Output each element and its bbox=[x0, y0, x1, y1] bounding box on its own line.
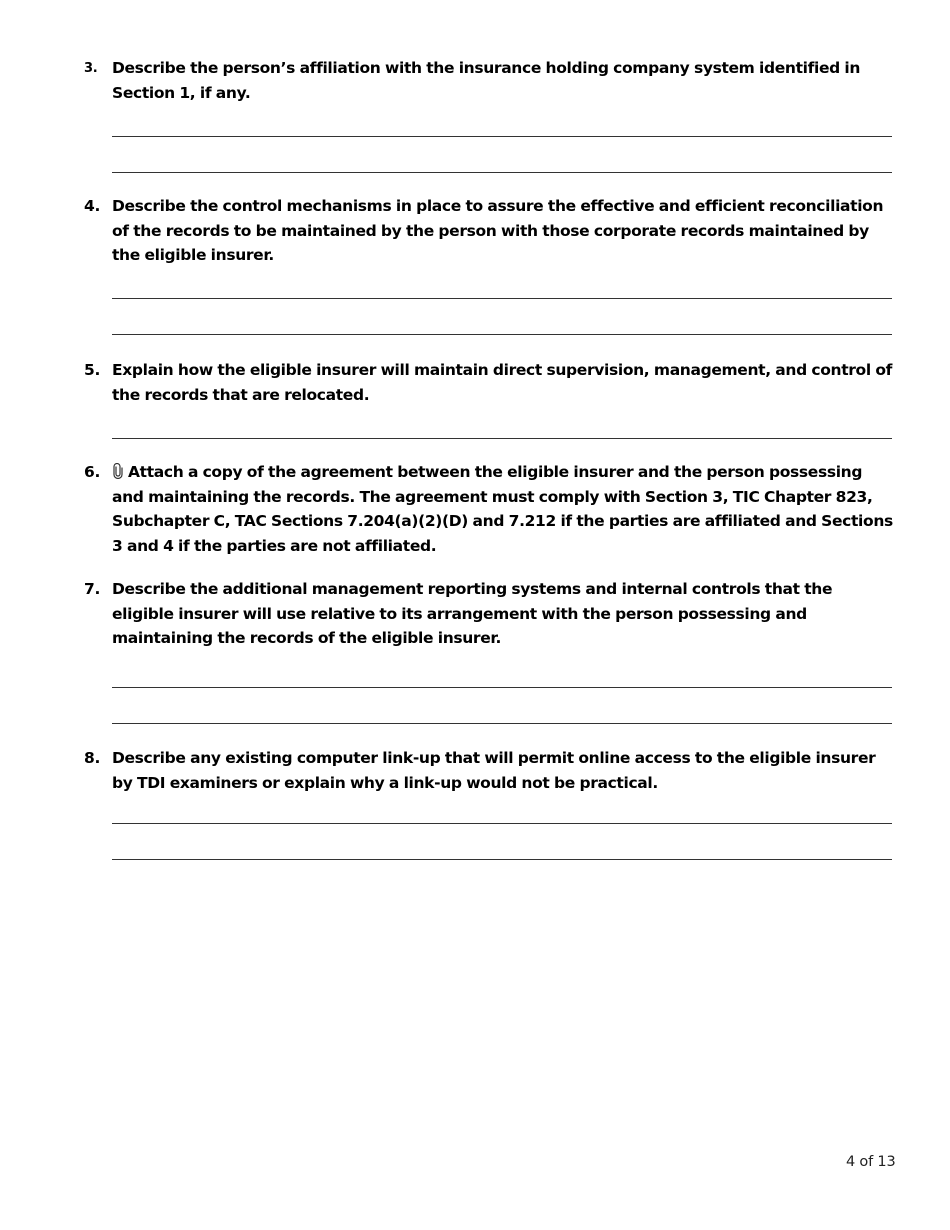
question-7 bbox=[84, 577, 896, 651]
question-number: 5. bbox=[84, 361, 101, 379]
answer-line[interactable] bbox=[112, 438, 892, 439]
answer-line[interactable] bbox=[112, 298, 892, 299]
page-number: 4 of 13 bbox=[846, 1154, 896, 1170]
question-text: Describe any existing computer link-up that will permit online access to the eligible insurer by TDI examiners or explain why a link-up would not be practical. bbox=[112, 749, 876, 792]
question-6 bbox=[84, 460, 896, 558]
answer-line[interactable] bbox=[112, 136, 892, 137]
answer-line[interactable] bbox=[112, 859, 892, 860]
question-number: 4. bbox=[84, 197, 101, 215]
question-number: 6. bbox=[84, 463, 101, 481]
question-text: Describe the person’s affiliation with the insurance holding company system identified in Section 1, if any. bbox=[112, 59, 861, 102]
paperclip-icon bbox=[112, 462, 124, 478]
answer-line[interactable] bbox=[112, 823, 892, 824]
question-number: 7. bbox=[84, 580, 101, 598]
question-8 bbox=[84, 746, 896, 795]
answer-line[interactable] bbox=[112, 172, 892, 173]
answer-line[interactable] bbox=[112, 687, 892, 688]
question-number: 8. bbox=[84, 749, 101, 767]
question-text: Explain how the eligible insurer will maintain direct supervision, management, and control of the records that are relocated. bbox=[112, 361, 893, 404]
question-text: Describe the control mechanisms in place to assure the effective and efficient reconciliation of the records to be maintained by the person with those corporate records maintained by the eligible insurer. bbox=[112, 197, 884, 265]
question-3 bbox=[84, 56, 896, 105]
question-4 bbox=[84, 194, 896, 268]
answer-line[interactable] bbox=[112, 723, 892, 724]
answer-line[interactable] bbox=[112, 334, 892, 335]
question-number: 3. bbox=[84, 61, 98, 76]
question-5 bbox=[84, 358, 896, 407]
question-text: Attach a copy of the agreement between the eligible insurer and the person possessing and maintaining the records. The agreement must comply with Section 3, TIC Chapter 823, Subchapter C, TAC Sections 7.204(a)(2)(D) and 7.212 if the parties are affiliated and Sections 3 and 4 if the parties are not affiliated. bbox=[112, 463, 893, 555]
question-text: Describe the additional management reporting systems and internal controls that the eligible insurer will use relative to its arrangement with the person possessing and maintaining the records of the eligible insurer. bbox=[112, 580, 833, 648]
